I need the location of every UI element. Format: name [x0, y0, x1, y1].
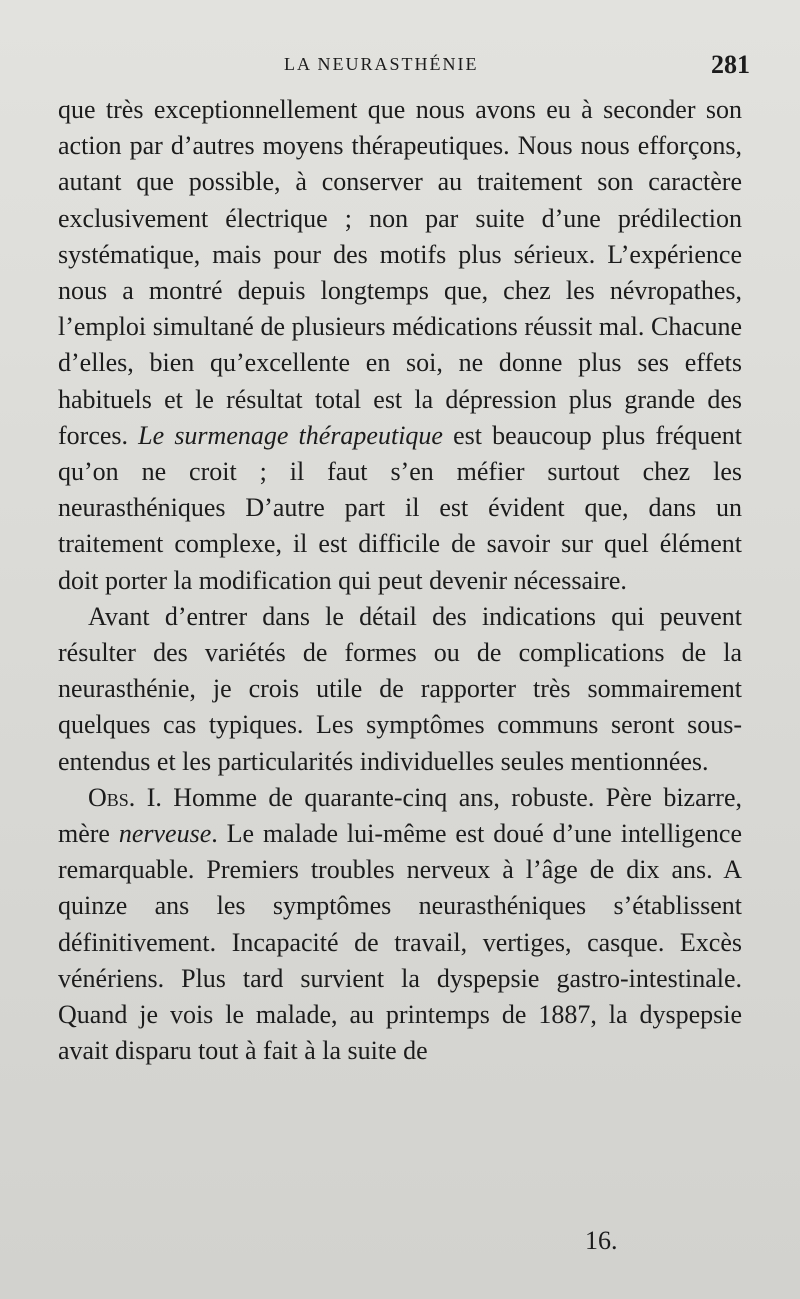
paragraph-3-italic-word: nerveuse — [118, 819, 212, 849]
paragraph-2-text: Avant d’entrer dans le détail des indications qui peuvent résulter des variétés de formes ou de complications de la neurasthénie, je crois utile de rapporter très sommairement quelques cas typiques. Les symptômes communs seront sous-entendus et les particularités individuelles seules mentionnées. — [58, 601, 742, 776]
body-text — [58, 92, 742, 1069]
paragraph-3 — [58, 780, 742, 1070]
paragraph-1-italic-phrase: Le surmenage thérapeutique — [138, 420, 443, 450]
running-head — [58, 50, 750, 80]
paragraph-2 — [58, 599, 742, 780]
paragraph-1-text-b: est beaucoup plus fréquent qu’on ne croit ; il faut s’en méfier surtout chez les neurasthéniques D’autre part il est évident que, dans un traitement complexe, il est difficile de savoir sur quel élément doit porter la modification qui peut devenir nécessaire. — [58, 420, 743, 595]
paragraph-3-text-a: Homme de quarante-cinq ans, robuste. Père bizarre, mère — [58, 782, 742, 849]
running-title: LA NEURASTHÉNIE — [284, 54, 479, 74]
printer-signature: 16. — [585, 1226, 618, 1255]
paragraph-3-text-b: . Le malade lui-même est doué d’une intelligence remarquable. Premiers troubles nerveux à l’âge de dix ans. A quinze ans les symptômes neurasthéniques s’établissent définitivement. Incapacité de travail, vertiges, casque. Excès vénériens. Plus tard survient la dyspepsie gastro-intestinale. Quand je vois le malade, au printemps de 1887, la dyspepsie avait disparu tout à fait à la suite de — [58, 819, 742, 1066]
paragraph-1-text-a: que très exceptionnellement que nous avons eu à seconder son action par d’autres moyens thérapeutiques. Nous nous efforçons, autant que possible, à conserver au traitement son caractère exclusivement électrique ; non par suite d’une prédilection systématique, mais pour des motifs plus sérieux. L’expérience nous a montré depuis longtemps que, chez les névropathes, l’emploi simultané de plusieurs médications réussit mal. Chacune d’elles, bien qu’excellente en soi, ne donne plus ses effets habituels et le résultat total est la dépression plus grande des forces. — [58, 95, 742, 450]
paragraph-1 — [58, 92, 742, 599]
page-number: 281 — [711, 50, 750, 79]
observation-label: Obs. I. — [88, 782, 162, 812]
